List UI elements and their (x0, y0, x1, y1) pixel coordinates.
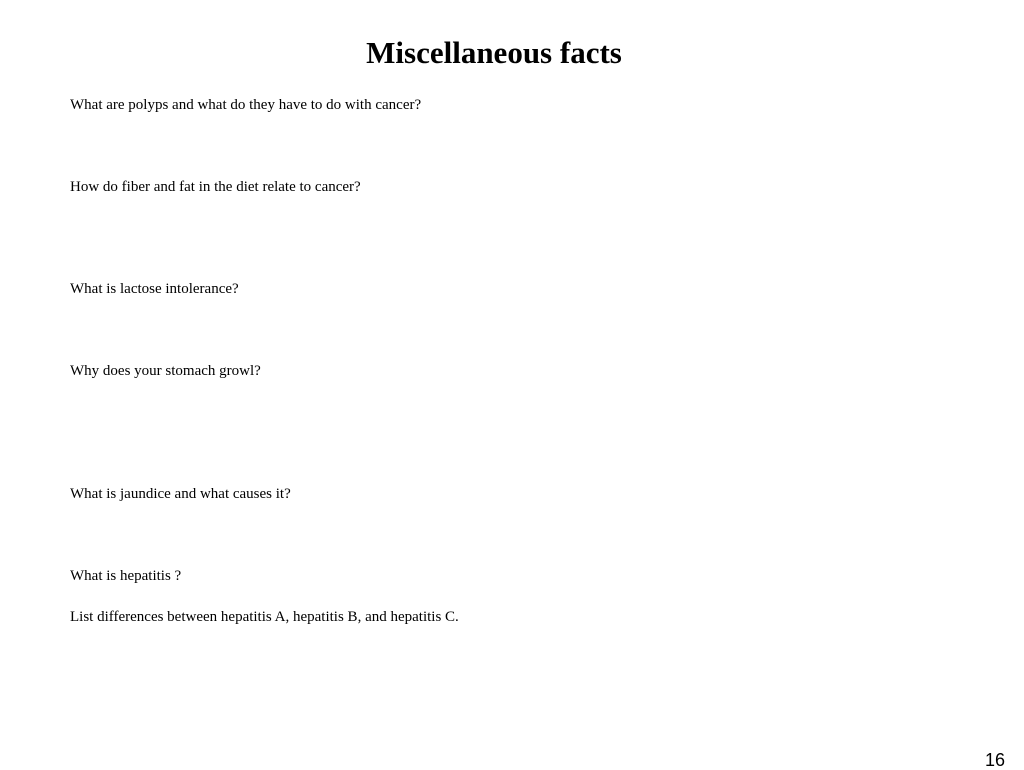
question-hepatitis: What is hepatitis ? (70, 568, 182, 584)
question-polyps: What are polyps and what do they have to do with cancer? (70, 97, 422, 113)
question-fiber-fat: How do fiber and fat in the diet relate to cancer? (70, 179, 361, 195)
question-lactose: What is lactose intolerance? (70, 281, 239, 297)
page-number: 16 (984, 750, 1005, 770)
slide-title: Miscellaneous facts (366, 35, 622, 70)
question-hepatitis-differences: List differences between hepatitis A, hepatitis B, and hepatitis C. (70, 609, 459, 625)
question-jaundice: What is jaundice and what causes it? (70, 486, 291, 502)
question-stomach-growl: Why does your stomach growl? (70, 363, 261, 379)
